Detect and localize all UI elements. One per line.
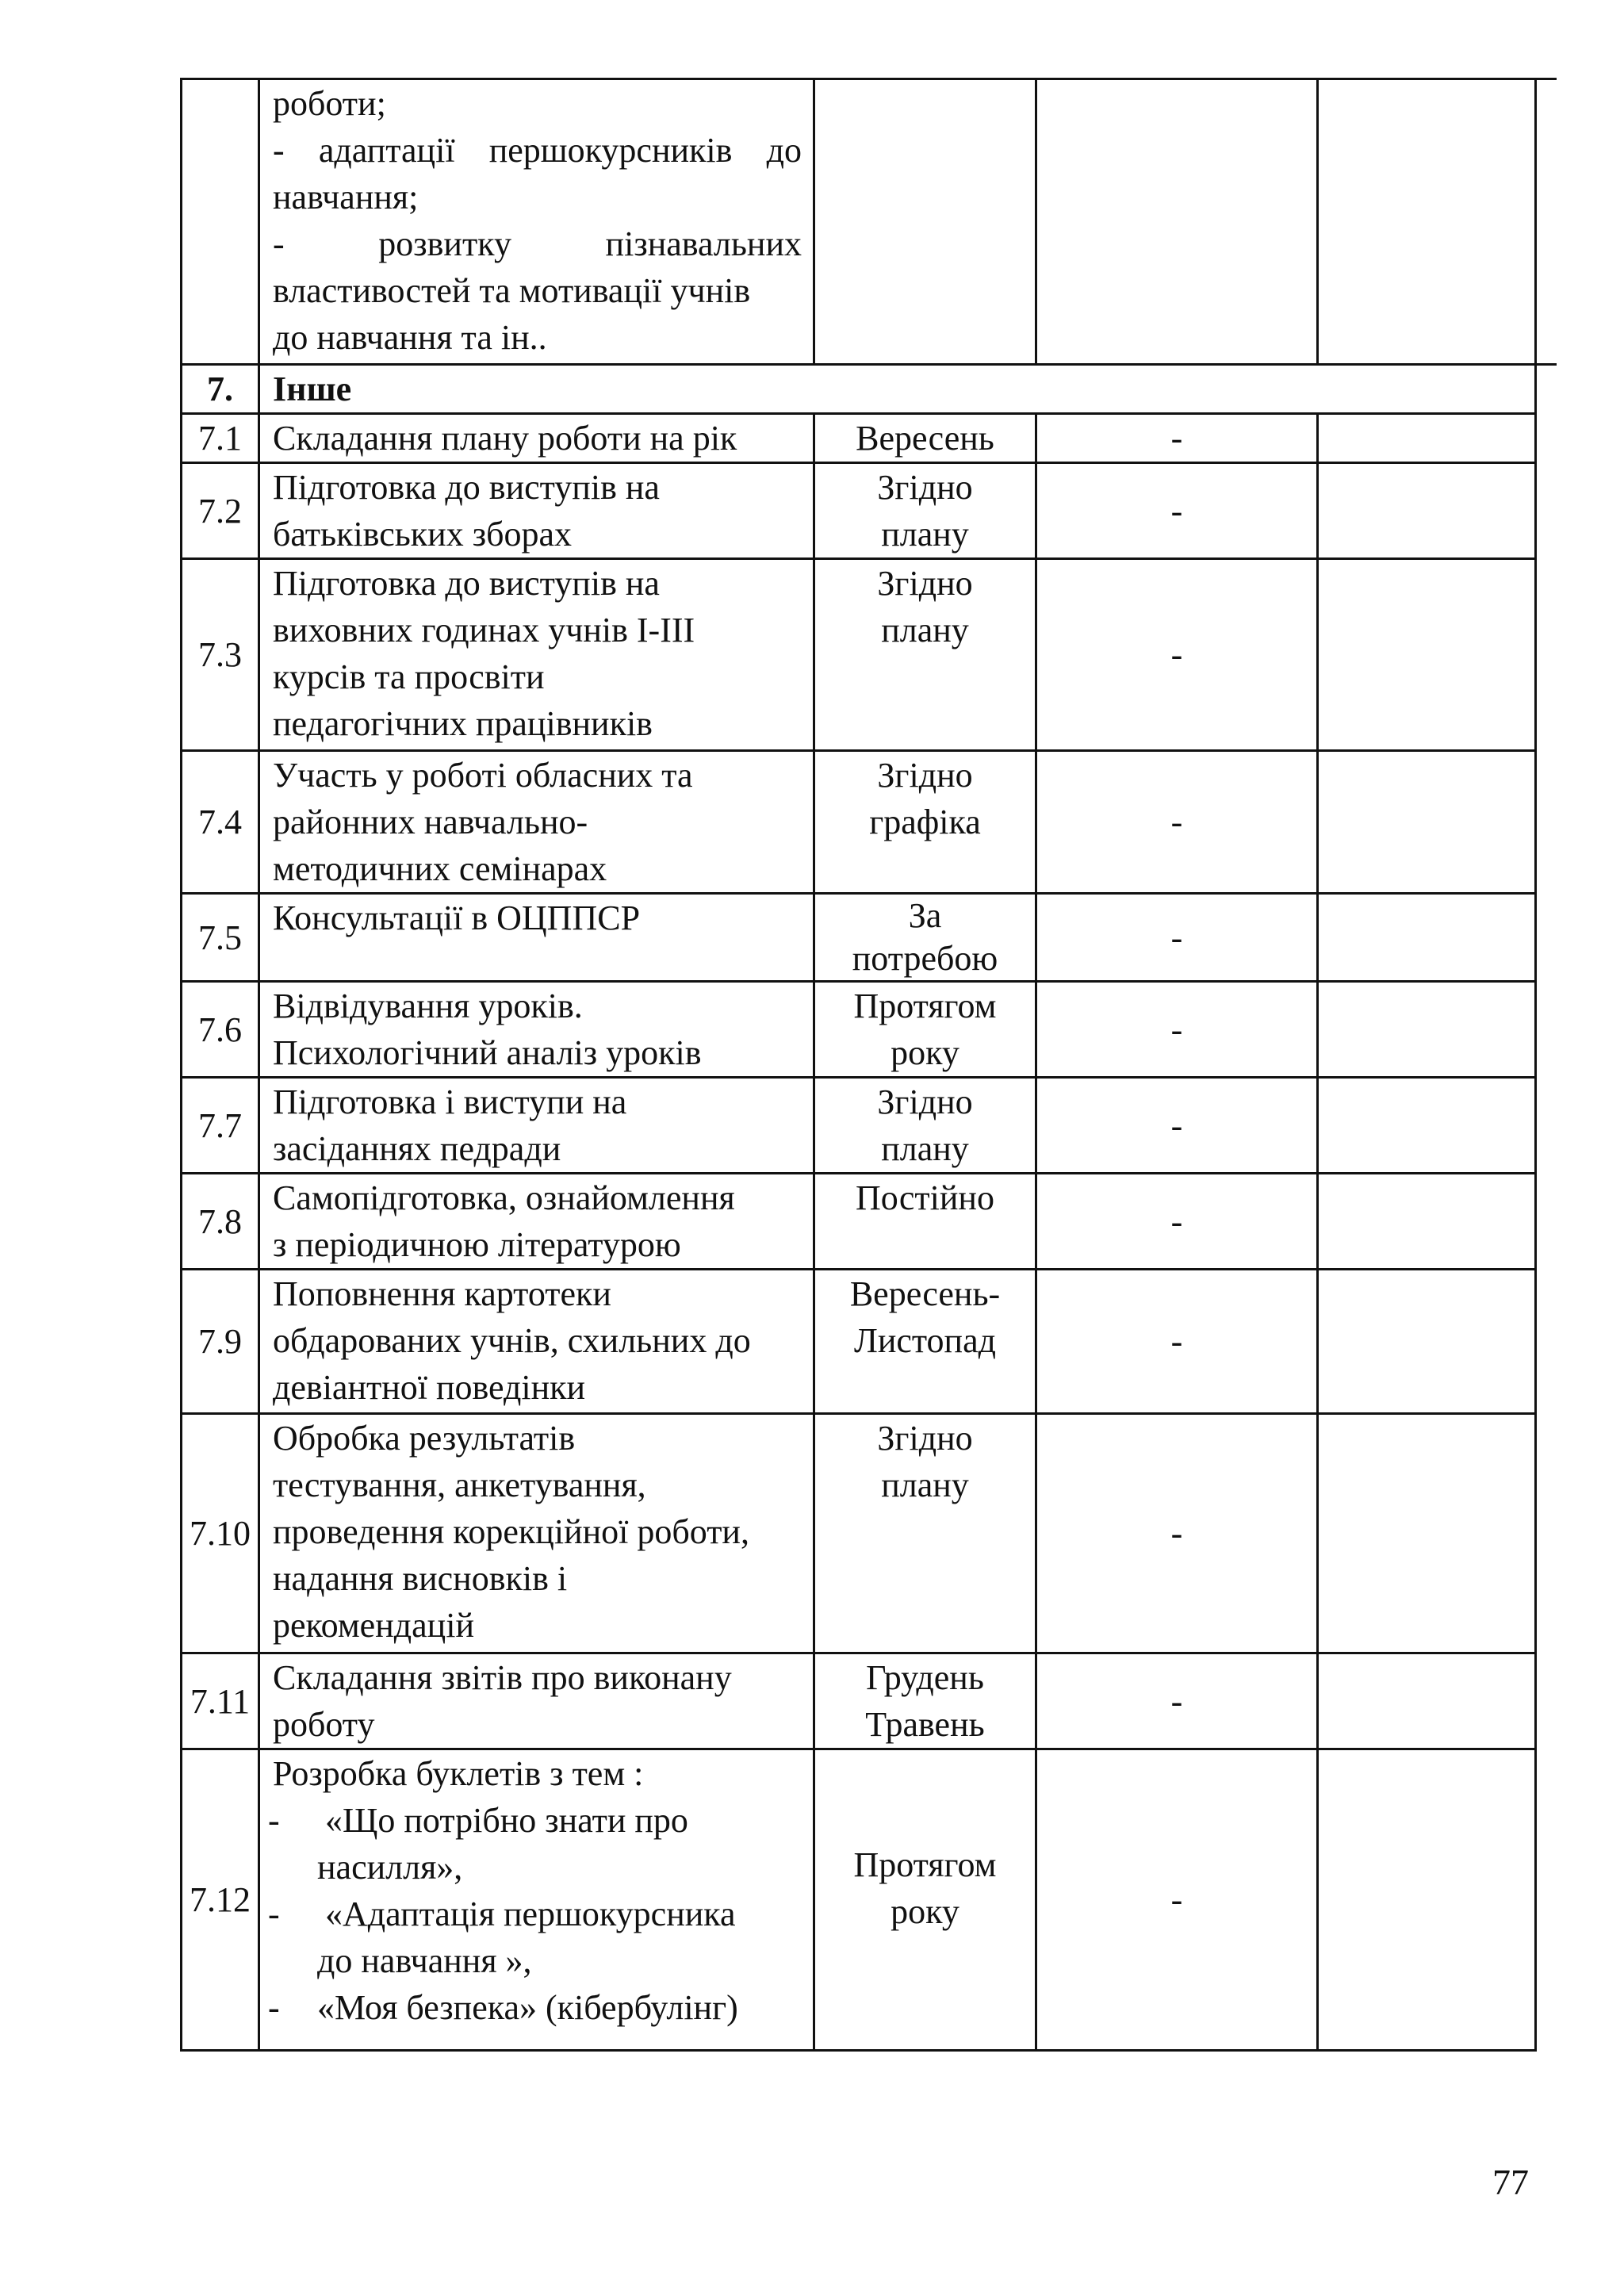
booklet-topic-item xyxy=(268,1797,802,1891)
continuation-row xyxy=(182,79,1536,365)
booklet-topic-item xyxy=(268,1984,802,2031)
activity-line: Участь у роботі обласних та xyxy=(273,756,693,795)
row-number: 7.7 xyxy=(182,1078,259,1174)
activity-cell xyxy=(259,1078,814,1174)
executor-cell: - xyxy=(1036,1078,1318,1174)
row-number: 7.11 xyxy=(182,1653,259,1749)
note-cell xyxy=(1318,1174,1536,1270)
note-cell xyxy=(1318,751,1536,894)
note-cell xyxy=(1318,1414,1536,1653)
term-cell xyxy=(814,1749,1036,2051)
executor-cell xyxy=(1036,79,1318,365)
activity-line: Підготовка до виступів на xyxy=(273,564,660,603)
term-line: потребою xyxy=(852,939,998,978)
activity-line: методичних семінарах xyxy=(273,849,607,888)
term-line: Протягом xyxy=(853,987,997,1025)
term-line: Вересень- xyxy=(849,1274,1001,1313)
term-line: плану xyxy=(881,1466,969,1504)
activity-line: проведення корекційної роботи, xyxy=(273,1512,749,1551)
activity-line: Підготовка до виступів на xyxy=(273,468,660,507)
bullet-dash: - xyxy=(268,1895,280,1933)
row-number: 7.8 xyxy=(182,1174,259,1270)
activity-line: Поповнення картотеки xyxy=(273,1274,611,1313)
table-row xyxy=(182,1749,1536,2051)
executor-cell: - xyxy=(1036,982,1318,1078)
booklet-topic-line: до навчання », xyxy=(317,1941,532,1980)
table-border-overhang xyxy=(1534,363,1557,366)
activity-line: курсів та просвіти xyxy=(273,657,545,696)
term-cell xyxy=(814,414,1036,463)
executor-cell: - xyxy=(1036,894,1318,982)
activity-line: навчання; xyxy=(273,178,419,216)
activity-line: рекомендацій xyxy=(273,1606,474,1645)
table-row xyxy=(182,1653,1536,1749)
table-row xyxy=(182,1174,1536,1270)
term-line: Постійно xyxy=(856,1178,994,1217)
term-line: року xyxy=(891,1033,959,1072)
section-title: Інше xyxy=(259,365,1536,414)
table-row xyxy=(182,894,1536,982)
term-cell xyxy=(814,751,1036,894)
term-cell xyxy=(814,79,1036,365)
activity-line: Самопідготовка, ознайомлення xyxy=(273,1178,735,1217)
activity-line: - розвитку пізнавальних xyxy=(273,224,802,263)
term-line: плану xyxy=(881,515,969,554)
activity-cell xyxy=(259,982,814,1078)
row-number: 7.4 xyxy=(182,751,259,894)
row-number: 7.10 xyxy=(182,1414,259,1653)
table-row xyxy=(182,1270,1536,1414)
term-cell xyxy=(814,894,1036,982)
term-line: Протягом xyxy=(853,1845,997,1884)
activity-line: обдарованих учнів, схильних до xyxy=(273,1321,751,1360)
row-number: 7.9 xyxy=(182,1270,259,1414)
activity-cell xyxy=(259,1653,814,1749)
table-row xyxy=(182,559,1536,751)
term-line: Згідно xyxy=(877,756,973,795)
activity-cell xyxy=(259,1174,814,1270)
row-number: 7.1 xyxy=(182,414,259,463)
executor-cell: - xyxy=(1036,1174,1318,1270)
bullet-dash: - xyxy=(268,1801,280,1840)
executor-cell: - xyxy=(1036,1414,1318,1653)
note-cell xyxy=(1318,1749,1536,2051)
activity-line: властивостей та мотивації учнів xyxy=(273,271,751,310)
row-number: 7.3 xyxy=(182,559,259,751)
note-cell xyxy=(1318,414,1536,463)
activity-cell xyxy=(259,414,814,463)
table-row xyxy=(182,1078,1536,1174)
activity-line: девіантної поведінки xyxy=(273,1368,586,1407)
term-line: Листопад xyxy=(853,1321,997,1360)
note-cell xyxy=(1318,1078,1536,1174)
booklet-topic-line: «Адаптація першокурсника xyxy=(325,1895,736,1933)
row-number: 7.5 xyxy=(182,894,259,982)
term-cell xyxy=(814,559,1036,751)
row-number: 7.2 xyxy=(182,463,259,559)
term-line: Згідно xyxy=(877,564,973,603)
activity-line: засіданнях педради xyxy=(273,1129,561,1168)
note-cell xyxy=(1318,1653,1536,1749)
executor-cell: - xyxy=(1036,1270,1318,1414)
row-number: 7.12 xyxy=(182,1749,259,2051)
term-line: Грудень xyxy=(866,1658,984,1697)
executor-cell: - xyxy=(1036,1749,1318,2051)
note-cell xyxy=(1318,559,1536,751)
activity-line: - адаптації першокурсників до xyxy=(273,131,802,170)
term-line: Згідно xyxy=(877,1419,973,1458)
bullet-dash: - xyxy=(268,1988,280,2027)
note-cell xyxy=(1318,463,1536,559)
term-line: За xyxy=(908,896,942,935)
activity-line: Складання плану роботи на рік xyxy=(273,419,737,458)
activity-cell xyxy=(259,751,814,894)
activity-line: Консультації в ОЦППСР xyxy=(273,898,641,937)
activity-line: Психологічний аналіз уроків xyxy=(273,1033,702,1072)
term-line: Травень xyxy=(865,1705,985,1744)
activity-cell xyxy=(259,1270,814,1414)
activity-line: районних навчально- xyxy=(273,803,588,841)
activity-cell xyxy=(259,1749,814,2051)
term-line: плану xyxy=(881,1129,969,1168)
activity-line: батьківських зборах xyxy=(273,515,573,554)
term-line: Вересень xyxy=(856,419,994,458)
activity-line: Розробка буклетів з тем : xyxy=(273,1754,644,1793)
table-row xyxy=(182,982,1536,1078)
note-cell xyxy=(1318,79,1536,365)
note-cell xyxy=(1318,894,1536,982)
executor-cell: - xyxy=(1036,414,1318,463)
term-cell xyxy=(814,463,1036,559)
activity-line: педагогічних працівників xyxy=(273,704,653,743)
table-row xyxy=(182,1414,1536,1653)
executor-cell: - xyxy=(1036,463,1318,559)
page-number: 77 xyxy=(1492,2162,1529,2202)
section-header-row xyxy=(182,365,1536,414)
executor-cell: - xyxy=(1036,751,1318,894)
term-cell xyxy=(814,1653,1036,1749)
activity-cell xyxy=(259,79,814,365)
executor-cell: - xyxy=(1036,1653,1318,1749)
term-line: плану xyxy=(881,611,969,649)
term-cell xyxy=(814,1414,1036,1653)
term-cell xyxy=(814,1174,1036,1270)
term-line: графіка xyxy=(869,803,981,841)
term-line: Згідно xyxy=(877,1082,973,1121)
table-row xyxy=(182,414,1536,463)
activity-line: роботу xyxy=(273,1705,375,1744)
activity-cell xyxy=(259,463,814,559)
executor-cell: - xyxy=(1036,559,1318,751)
table-row xyxy=(182,463,1536,559)
activity-line: надання висновків і xyxy=(273,1559,568,1598)
note-cell xyxy=(1318,982,1536,1078)
booklet-topic-line: «Що потрібно знати про xyxy=(325,1801,688,1840)
activity-line: Відвідування уроків. xyxy=(273,987,583,1025)
note-cell xyxy=(1318,1270,1536,1414)
table-row xyxy=(182,751,1536,894)
activity-cell xyxy=(259,559,814,751)
activity-cell xyxy=(259,894,814,982)
activity-cell xyxy=(259,1414,814,1653)
work-plan-table xyxy=(180,78,1537,2052)
activity-line: тестування, анкетування, xyxy=(273,1466,646,1504)
booklet-topic-line: насилля», xyxy=(317,1848,463,1887)
term-line: Згідно xyxy=(877,468,973,507)
activity-line: Підготовка і виступи на xyxy=(273,1082,627,1121)
section-number: 7. xyxy=(182,365,259,414)
term-line: року xyxy=(891,1891,959,1931)
activity-line: роботи; xyxy=(273,84,386,123)
term-cell xyxy=(814,1270,1036,1414)
term-cell xyxy=(814,1078,1036,1174)
number-cell xyxy=(182,79,259,365)
activity-line: Складання звітів про виконану xyxy=(273,1658,732,1697)
activity-line: Обробка результатів xyxy=(273,1419,576,1458)
activity-line: виховних годинах учнів І-ІІІ xyxy=(273,611,695,649)
row-number: 7.6 xyxy=(182,982,259,1078)
activity-line: з періодичною літературою xyxy=(273,1225,681,1264)
booklet-topic-item xyxy=(268,1891,802,1984)
activity-line: до навчання та ін.. xyxy=(273,318,547,357)
table-border-overhang xyxy=(1534,78,1557,80)
booklet-topic-line: «Моя безпека» (кібербулінг) xyxy=(317,1988,738,2027)
term-cell xyxy=(814,982,1036,1078)
